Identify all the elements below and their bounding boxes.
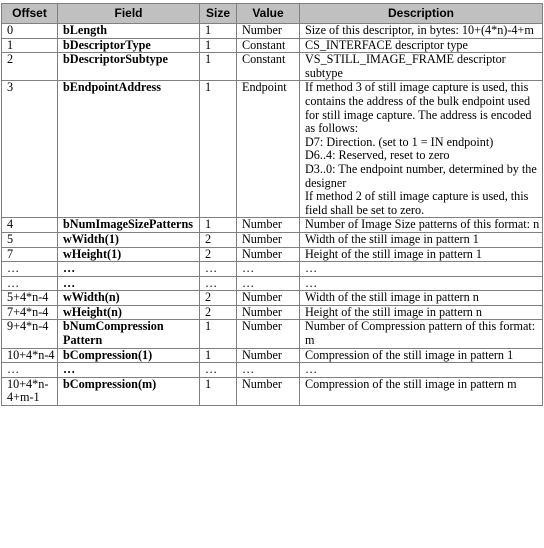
offset-cell: 5: [2, 232, 58, 247]
description-cell: [300, 247, 543, 262]
description-line: Size of this descriptor, in bytes: 10+(4*n)-4+m: [305, 23, 534, 37]
offset-cell: 0: [2, 24, 58, 39]
table-row: [2, 53, 543, 81]
value-cell: Constant: [237, 38, 300, 53]
description-line: Compression of the still image in pattern m: [305, 376, 517, 391]
description-cell: [300, 276, 543, 291]
value-cell: Constant: [237, 53, 300, 81]
header-row: [2, 4, 543, 24]
header-offset: Offset: [2, 4, 58, 24]
header-description: Description: [300, 4, 543, 24]
field-cell: wHeight(n): [58, 305, 200, 320]
header-size: Size: [200, 4, 237, 24]
size-cell: 1: [200, 24, 237, 39]
description-cell: [300, 363, 543, 378]
description-line: VS_STILL_IMAGE_FRAME descriptor subtype: [305, 52, 506, 80]
value-cell: Number: [237, 24, 300, 39]
header-field: Field: [58, 4, 200, 24]
value-cell: Number: [237, 305, 300, 320]
table-row: [2, 276, 543, 291]
field-cell: wHeight(1): [58, 247, 200, 262]
table-row: [2, 81, 543, 218]
offset-cell: 4: [2, 218, 58, 233]
offset-cell: 10+4*n-4: [2, 348, 58, 363]
size-cell: 1: [200, 218, 237, 233]
field-cell: bNumImageSizePatterns: [58, 218, 200, 233]
description-line: If method 3 of still image capture is used, this contains the address of the bulk endpoint used for still image capture. The address is encoded as follows:: [305, 80, 532, 136]
offset-cell: 9+4*n-4: [2, 320, 58, 348]
description-line: Width of the still image in pattern n: [305, 290, 479, 305]
offset-cell: 10+4*n-4+m-1: [2, 377, 58, 405]
description-line: Compression of the still image in pattern 1: [305, 347, 514, 362]
value-cell: Number: [237, 348, 300, 363]
description-cell: [300, 305, 543, 320]
table-row: [2, 348, 543, 363]
value-cell: Endpoint: [237, 81, 300, 218]
description-cell: [300, 377, 543, 405]
description-cell: [300, 291, 543, 306]
offset-cell: 1: [2, 38, 58, 53]
description-cell: [300, 262, 543, 277]
description-cell: [300, 348, 543, 363]
description-cell: [300, 53, 543, 81]
table-row: [2, 232, 543, 247]
table-row: [2, 377, 543, 405]
description-line: Number of Image Size patterns of this format: n: [305, 217, 540, 232]
description-cell: [300, 232, 543, 247]
table-row: [2, 291, 543, 306]
descriptor-table: [1, 3, 543, 406]
size-cell: 1: [200, 348, 237, 363]
value-cell: Number: [237, 232, 300, 247]
description-line: CS_INTERFACE descriptor type: [305, 37, 468, 52]
field-cell: …: [58, 276, 200, 291]
description-cell: [300, 38, 543, 53]
value-cell: Number: [237, 218, 300, 233]
field-cell: bCompression(1): [58, 348, 200, 363]
description-line: Height of the still image in pattern n: [305, 304, 483, 319]
size-cell: 2: [200, 305, 237, 320]
offset-cell: 7+4*n-4: [2, 305, 58, 320]
field-cell: …: [58, 363, 200, 378]
description-line: Width of the still image in pattern 1: [305, 231, 479, 246]
table-row: [2, 305, 543, 320]
size-cell: 2: [200, 247, 237, 262]
offset-cell: 5+4*n-4: [2, 291, 58, 306]
size-cell: 2: [200, 291, 237, 306]
size-cell: …: [200, 363, 237, 378]
size-cell: …: [200, 276, 237, 291]
description-cell: [300, 320, 543, 348]
description-cell: [300, 81, 543, 218]
description-line: If method 2 of still image capture is used, this field shall be set to zero.: [305, 189, 529, 217]
description-cell: [300, 24, 543, 39]
table-row: [2, 218, 543, 233]
field-cell: bLength: [58, 24, 200, 39]
description-line: Number of Compression pattern of this format: m: [305, 319, 536, 348]
offset-cell: 7: [2, 247, 58, 262]
value-cell: Number: [237, 377, 300, 405]
field-cell: bEndpointAddress: [58, 81, 200, 218]
size-cell: 1: [200, 377, 237, 405]
field-cell: …: [58, 262, 200, 277]
offset-cell: …: [2, 276, 58, 291]
table-row: [2, 320, 543, 348]
field-cell: bCompression(m): [58, 377, 200, 405]
table-row: [2, 262, 543, 277]
description-line: D6..4: Reserved, reset to zero: [305, 148, 450, 163]
value-cell: Number: [237, 247, 300, 262]
size-cell: 1: [200, 53, 237, 81]
description-line: …: [305, 275, 318, 290]
field-cell: wWidth(1): [58, 232, 200, 247]
description-line: D7: Direction. (set to 1 = IN endpoint): [305, 134, 494, 149]
size-cell: 1: [200, 320, 237, 348]
size-cell: 1: [200, 81, 237, 218]
offset-cell: 3: [2, 81, 58, 218]
description-line: …: [305, 362, 318, 377]
table-row: [2, 38, 543, 53]
field-cell: wWidth(n): [58, 291, 200, 306]
value-cell: Number: [237, 291, 300, 306]
table-row: [2, 363, 543, 378]
value-cell: …: [237, 276, 300, 291]
offset-cell: …: [2, 262, 58, 277]
header-value: Value: [237, 4, 300, 24]
table-row: [2, 24, 543, 39]
size-cell: …: [200, 262, 237, 277]
value-cell: …: [237, 262, 300, 277]
size-cell: 1: [200, 38, 237, 53]
field-cell: bDescriptorSubtype: [58, 53, 200, 81]
value-cell: …: [237, 363, 300, 378]
description-line: …: [305, 261, 318, 276]
description-cell: [300, 218, 543, 233]
offset-cell: 2: [2, 53, 58, 81]
field-cell: bNumCompression Pattern: [58, 320, 200, 348]
field-cell: bDescriptorType: [58, 38, 200, 53]
value-cell: Number: [237, 320, 300, 348]
table-body: [2, 24, 543, 406]
description-line: Height of the still image in pattern 1: [305, 246, 483, 261]
offset-cell: …: [2, 363, 58, 378]
table-row: [2, 247, 543, 262]
size-cell: 2: [200, 232, 237, 247]
description-line: D3..0: The endpoint number, determined by the designer: [305, 161, 537, 190]
